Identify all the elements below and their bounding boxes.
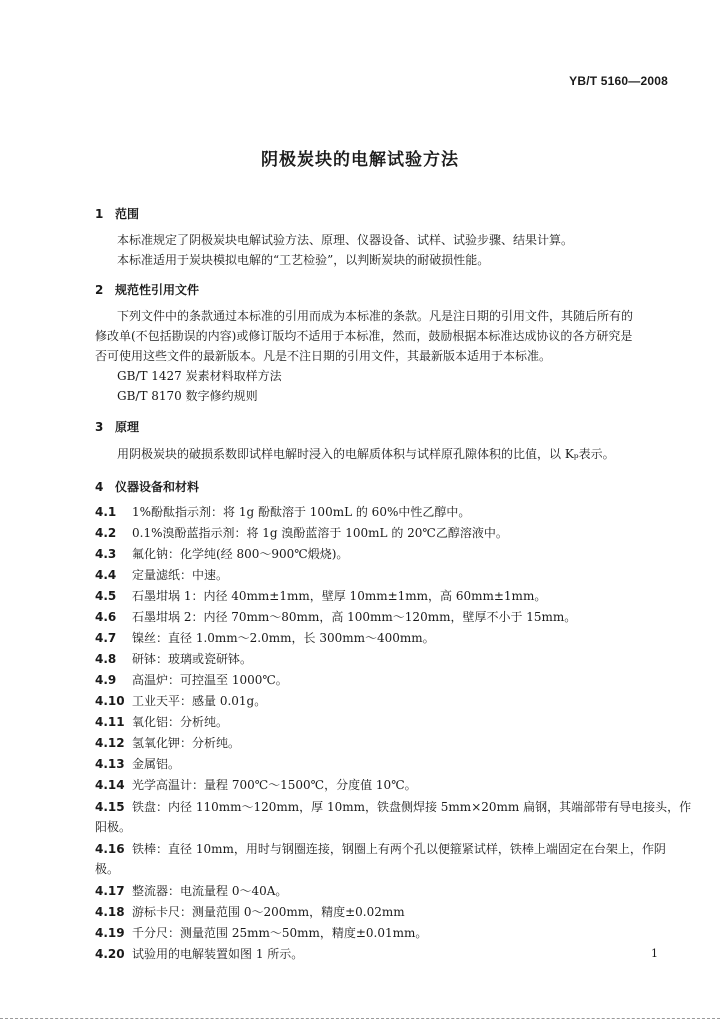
reference-item: GB/T 1427 炭素材料取样方法 (117, 369, 282, 383)
paragraph: 用阴极炭块的破损系数即试样电解时浸入的电解质体积与试样原孔隙体积的比值，以 Kₚ表示。 (117, 447, 615, 461)
item-number: 4.14 (95, 778, 125, 792)
item-text: 氢氧化钾：分析纯。 (132, 736, 241, 750)
item-number: 4.1 (95, 505, 117, 519)
item-number: 4.4 (95, 568, 117, 582)
item-text: 高温炉：可控温至 1000℃。 (132, 673, 288, 687)
list-item (95, 587, 546, 605)
paragraph: 本标准规定了阴极炭块电解试验方法、原理、仪器设备、试样、试验步骤、结果计算。 (117, 233, 574, 247)
item-number: 4.13 (95, 757, 125, 771)
item-text: 整流器：电流量程 0～40A。 (132, 884, 288, 898)
item-number: 4.8 (95, 652, 117, 666)
item-text: 0.1%溴酚蓝指示剂：将 1g 溴酚蓝溶于 100mL 的 20℃乙醇溶液中。 (132, 526, 508, 540)
section-4-heading (95, 478, 199, 495)
section-title: 范围 (115, 207, 140, 221)
list-item (95, 608, 576, 626)
section-1-heading (95, 205, 139, 222)
section-3-heading (95, 418, 139, 435)
standard-code: YB/T 5160—2008 (569, 74, 668, 88)
list-item (95, 671, 288, 689)
list-item (95, 566, 228, 584)
bottom-divider (0, 1018, 720, 1019)
list-item (95, 798, 691, 816)
item-text: 1%酚酞指示剂：将 1g 酚酞溶于 100mL 的 60%中性乙醇中。 (132, 505, 471, 519)
page-number: 1 (651, 947, 658, 960)
list-item-continuation: 极。 (95, 862, 120, 876)
list-item (95, 713, 228, 731)
item-number: 4.7 (95, 631, 117, 645)
paragraph-line: 修改单(不包括勘误的内容)或修订版均不适用于本标准，然而，鼓励根据本标准达成协议的各方研究是 (95, 329, 633, 343)
item-text: 光学高温计：量程 700℃～1500℃，分度值 10℃。 (132, 778, 417, 792)
item-number: 4.9 (95, 673, 117, 687)
list-item (95, 629, 435, 647)
item-text: 千分尺：测量范围 25mm～50mm，精度±0.01mm。 (132, 926, 428, 940)
item-number: 4.15 (95, 800, 125, 814)
item-text: 镍丝：直径 1.0mm～2.0mm，长 300mm～400mm。 (132, 631, 435, 645)
reference-item: GB/T 8170 数字修约规则 (117, 389, 258, 403)
item-number: 4.6 (95, 610, 117, 624)
paragraph: 本标准适用于炭块模拟电解的“工艺检验”，以判断炭块的耐破损性能。 (117, 253, 490, 267)
item-number: 4.19 (95, 926, 125, 940)
item-number: 4.20 (95, 947, 125, 961)
item-number: 4.10 (95, 694, 125, 708)
list-item (95, 924, 427, 942)
list-item (95, 734, 240, 752)
item-text: 游标卡尺：测量范围 0～200mm，精度±0.02mm (132, 905, 405, 919)
section-number: 1 (95, 207, 104, 221)
item-text: 试验用的电解装置如图 1 所示。 (132, 947, 304, 961)
list-item (95, 650, 252, 668)
item-text: 氧化铝：分析纯。 (132, 715, 229, 729)
list-item (95, 882, 287, 900)
list-item (95, 692, 266, 710)
item-text: 铁盘：内径 110mm～120mm，厚 10mm，铁盘侧焊接 5mm×20mm 扁钢，其端部带有导电接头，作 (132, 800, 692, 814)
list-item (95, 545, 348, 563)
item-text: 铁棒：直径 10mm，用时与钢圈连接，钢圈上有两个孔以便箍紧试样，铁棒上端固定在台架上，作阴 (132, 842, 666, 856)
item-number: 4.16 (95, 842, 125, 856)
item-number: 4.12 (95, 736, 125, 750)
list-item (95, 503, 470, 521)
section-number: 4 (95, 480, 104, 494)
document-title: 阴极炭块的电解试验方法 (261, 150, 459, 170)
item-text: 石墨坩埚 2：内径 70mm～80mm，高 100mm～120mm，壁厚不小于 15mm。 (132, 610, 577, 624)
item-text: 金属铝。 (132, 757, 181, 771)
paragraph-line: 下列文件中的条款通过本标准的引用而成为本标准的条款。凡是注日期的引用文件，其随后所有的 (117, 309, 634, 323)
section-number: 3 (95, 420, 104, 434)
item-text: 氟化钠：化学纯(经 800～900℃煅烧)。 (132, 547, 349, 561)
list-item (95, 840, 666, 858)
section-number: 2 (95, 283, 104, 297)
paragraph-line: 否可使用这些文件的最新版本。凡是不注日期的引用文件，其最新版本适用于本标准。 (95, 349, 552, 363)
item-number: 4.2 (95, 526, 117, 540)
list-item-continuation: 阳极。 (95, 820, 132, 834)
section-title: 仪器设备和材料 (115, 480, 200, 494)
list-item (95, 755, 180, 773)
list-item (95, 776, 417, 794)
section-2-heading (95, 281, 199, 298)
item-text: 定量滤纸：中速。 (132, 568, 229, 582)
list-item (95, 945, 303, 963)
list-item (95, 524, 508, 542)
item-number: 4.18 (95, 905, 125, 919)
item-text: 石墨坩埚 1：内径 40mm±1mm，壁厚 10mm±1mm，高 60mm±1mm。 (132, 589, 547, 603)
section-title: 原理 (115, 420, 140, 434)
item-number: 4.5 (95, 589, 117, 603)
section-title: 规范性引用文件 (115, 283, 200, 297)
list-item (95, 903, 405, 921)
item-number: 4.3 (95, 547, 117, 561)
item-text: 工业天平：感量 0.01g。 (132, 694, 267, 708)
item-number: 4.17 (95, 884, 125, 898)
item-text: 研钵：玻璃或瓷研钵。 (132, 652, 253, 666)
item-number: 4.11 (95, 715, 125, 729)
